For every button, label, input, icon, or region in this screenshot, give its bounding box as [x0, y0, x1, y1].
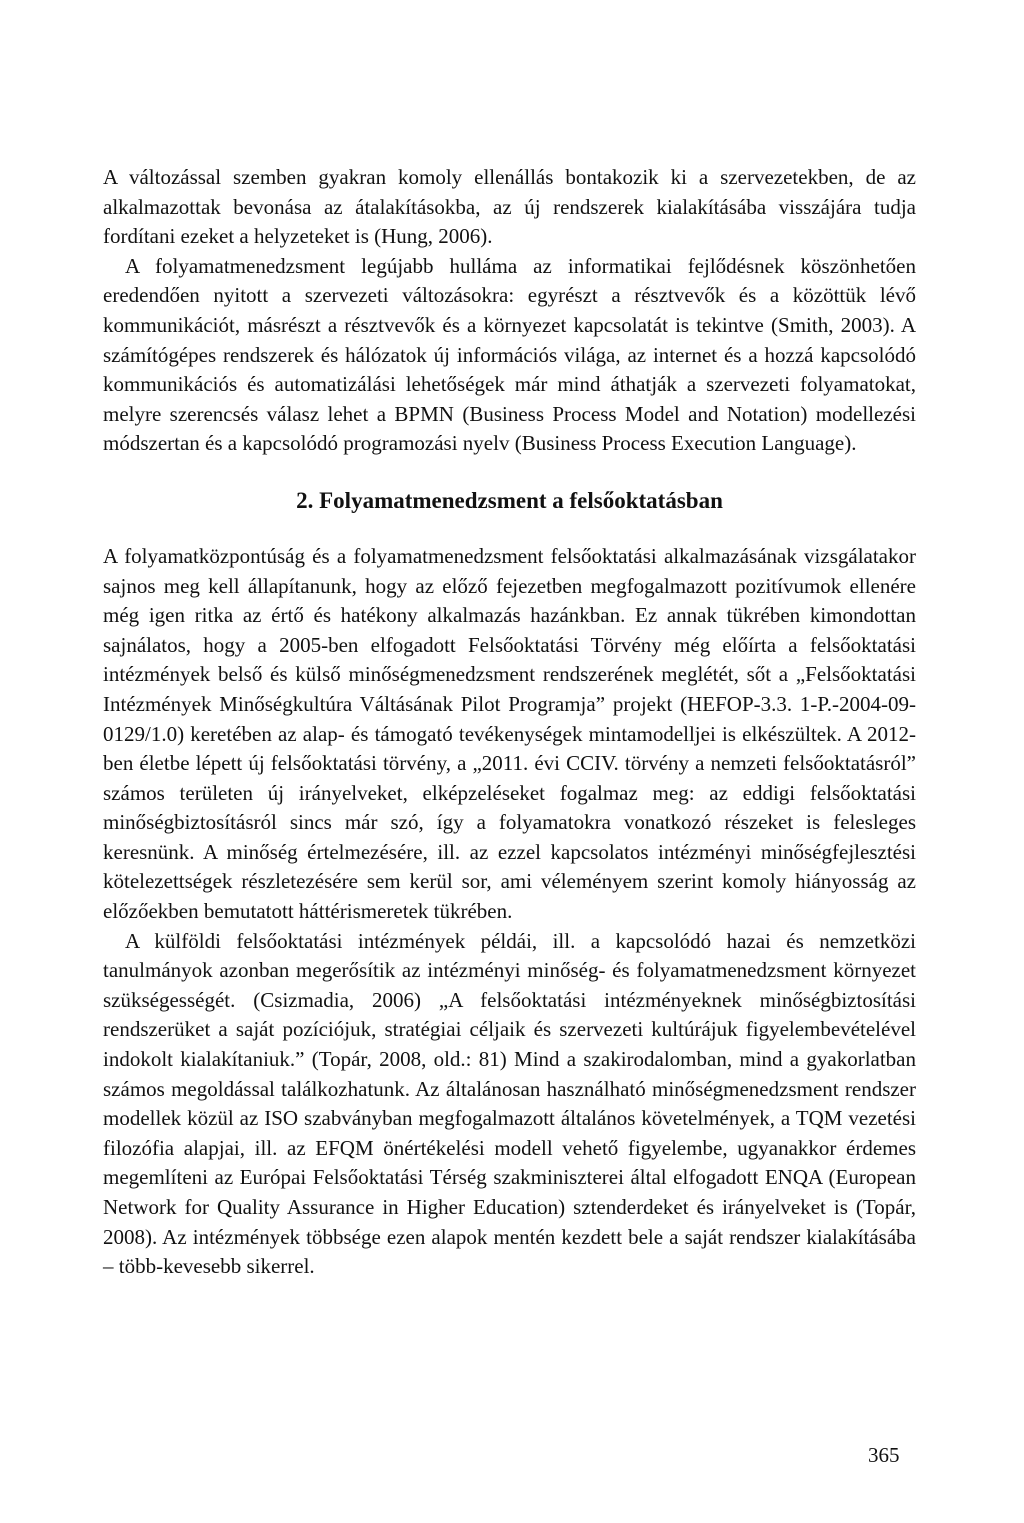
section-heading: 2. Folyamatmenedzsment a felsőoktatásban — [296, 487, 723, 513]
paragraph-higher-education: A folyamatközpontúság és a folyamatmenedzsment felsőoktatási alkalmazásának vizsgálatakor sajnos meg kell állapítanunk, hogy az előző fejezetben megfogalmazott pozitívumok ellenére még igen ritka az értő és hatékony alkalmazás hazánkban. Ez annak tükrében kimondottan sajnálatos, hogy a 2005-ben elfogadott Felsőoktatási Törvény még előírta a felsőoktatási intézmények belső és külső minőségmenedzsment rendszerének meglétét, sőt a „Felsőoktatási Intézmények Minőségkultúra Váltásának Pilot Programja” projekt (HEFOP-3.3. 1-P.-2004-09-0129/1.0) keretében az alap- és támogató tevékenységek mintamodelljei is elkészültek. A 2012-ben életbe lépett új felsőoktatási törvény, a „2011. évi CCIV. törvény a nemzeti felsőoktatásról” számos területen új irányelveket, elképzeléseket fogalmaz meg: az eddigi felsőoktatási minőségbiztosításról sincs már szó, így a folyamatokra vonatkozó részeket is felesleges keresnünk. A minőség értelmezésére, ill. az ezzel kapcsolatos intézményi minőségfejlesztési kötelezettségek részletezésére sem kerül sor, ami véleményem szerint komoly hiányosság az előzőekben bemutatott háttérismeretek tükrében. — [103, 543, 916, 924]
paragraph-change-resistance: A változással szemben gyakran komoly ellenállás bontakozik ki a szervezetekben, de az alkalmazottak bevonása az átalakításokba, az új rendszerek kialakításába visszájára tudja fordítani ezeket a helyzeteket is (Hung, 2006). — [103, 165, 916, 249]
paragraph-process-management-wave: A folyamatmenedzsment legújabb hulláma az informatikai fejlődésnek köszönhetően eredendően nyitott a szervezeti változásokra: egyrészt a résztvevők és a közöttük lévő kommunikációt, másrészt a résztvevők és a környezet kapcsolatát is tekintve (Smith, 2003). A számítógépes rendszerek és hálózatok új információs világa, az internet és a hozzá kapcsolódó kommunikációs és automatizálási lehetőségek már mind áthatják a szervezeti folyamatokat, melyre szerencsés válasz lehet a BPMN (Business Process Model and Notation) modellezési módszertan és a kapcsolódó programozási nyelv (Business Process Execution Language). — [103, 253, 916, 456]
paragraph-foreign-institutions: A külföldi felsőoktatási intézmények példái, ill. a kapcsolódó hazai és nemzetközi tanulmányok azonban megerősítik az intézményi minőség- és folyamatmenedzsment környezet szükségességét. (Csizmadia, 2006) „A felsőoktatási intézményeknek minőségbiztosítási rendszerüket a saját pozíciójuk, stratégiai céljaik és szervezeti kultúrájuk figyelembevételével indokolt kialakítaniuk.” (Topár, 2008, old.: 81) Mind a szakirodalomban, mind a gyakorlatban számos megoldással találkozhatunk. Az általánosan használható minőségmenedzsment rendszer modellek közül az ISO szabványban megfogalmazott általános követelmények, a TQM vezetési filozófia alapjai, ill. az EFQM önértékelési modell vehető figyelembe, ugyanakkor érdemes megemlíteni az Európai Felsőoktatási Térség szakminiszterei által elfogadott ENQA (European Network for Quality Assurance in Higher Education) sztenderdeket és irányelveket is (Topár, 2008). Az intézmények többsége ezen alapok mentén kezdett bele a saját rendszer kialakításába – több-kevesebb sikerrel. — [103, 928, 916, 1279]
page-number: 365 — [868, 1443, 900, 1467]
page-body — [103, 163, 916, 1282]
